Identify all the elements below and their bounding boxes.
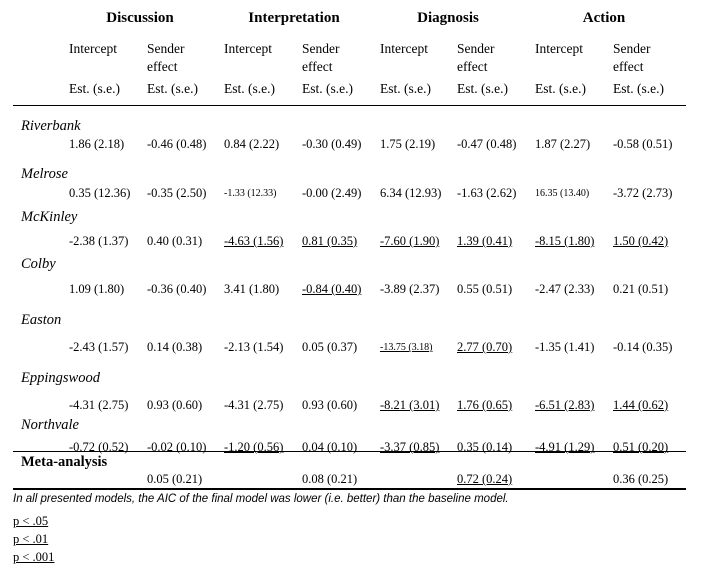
- table-cell: -6.51 (2.83): [535, 398, 595, 412]
- column-header-line: effect: [457, 59, 488, 74]
- column-header: [613, 40, 651, 76]
- table-cell: 1.44 (0.62): [613, 398, 669, 412]
- table-cell: -0.58 (0.51): [613, 137, 673, 151]
- column-header: [302, 40, 340, 76]
- column-header-line: Intercept: [535, 41, 583, 56]
- estimate-label: Est. (s.e.): [380, 81, 431, 96]
- column-header-line: Sender: [457, 41, 495, 56]
- column-header: [457, 40, 495, 76]
- column-header-line: Sender: [147, 41, 185, 56]
- column-header-line: Intercept: [380, 41, 428, 56]
- significance-legend: p < .05: [13, 514, 49, 528]
- table-cell: -7.60 (1.90): [380, 234, 440, 248]
- estimate-label: Est. (s.e.): [302, 81, 353, 96]
- table-cell: -2.47 (2.33): [535, 282, 595, 296]
- table-cell: 0.35 (12.36): [69, 186, 131, 200]
- meta-cell: 0.72 (0.24): [457, 472, 513, 486]
- table-cell: -0.35 (2.50): [147, 186, 207, 200]
- bottom-rule: [13, 488, 686, 490]
- table-cell: 0.81 (0.35): [302, 234, 358, 248]
- column-header: [224, 40, 272, 58]
- table-cell: -3.37 (0.85): [380, 440, 440, 454]
- group-header: Diagnosis: [417, 10, 479, 26]
- group-header: Interpretation: [248, 10, 340, 26]
- column-header-line: effect: [613, 59, 644, 74]
- table-cell: 0.93 (0.60): [147, 398, 203, 412]
- table-cell: 0.40 (0.31): [147, 234, 203, 248]
- table-cell: 0.51 (0.20): [613, 440, 669, 454]
- table-cell: 0.55 (0.51): [457, 282, 513, 296]
- table-cell: -8.15 (1.80): [535, 234, 595, 248]
- table-cell: 2.77 (0.70): [457, 340, 513, 354]
- school-name: Colby: [21, 256, 56, 272]
- estimate-label: Est. (s.e.): [613, 81, 664, 96]
- table-cell: 0.05 (0.37): [302, 340, 358, 354]
- school-name: Melrose: [21, 166, 68, 182]
- table-cell: -1.20 (0.56): [224, 440, 284, 454]
- table-cell: -1.35 (1.41): [535, 340, 595, 354]
- table-cell: 1.86 (2.18): [69, 137, 125, 151]
- table-cell: -4.31 (2.75): [69, 398, 129, 412]
- table-cell: -4.91 (1.29): [535, 440, 595, 454]
- table-cell: 3.41 (1.80): [224, 282, 280, 296]
- table-note: In all presented models, the AIC of the final model was lower (i.e. better) than the baseline model.: [13, 493, 509, 505]
- table-cell: 0.84 (2.22): [224, 137, 280, 151]
- table-cell: -0.14 (0.35): [613, 340, 673, 354]
- estimate-label: Est. (s.e.): [69, 81, 120, 96]
- column-header-line: effect: [147, 59, 178, 74]
- table-cell: 1.50 (0.42): [613, 234, 669, 248]
- column-header: [380, 40, 428, 58]
- table-cell: -2.38 (1.37): [69, 234, 129, 248]
- table-cell: 1.09 (1.80): [69, 282, 125, 296]
- table-cell: -2.43 (1.57): [69, 340, 129, 354]
- table-cell: -0.84 (0.40): [302, 282, 362, 296]
- table-cell: -0.47 (0.48): [457, 137, 517, 151]
- table-cell: 6.34 (12.93): [380, 186, 442, 200]
- meta-cell: 0.05 (0.21): [147, 472, 203, 486]
- meta-cell: 0.36 (0.25): [613, 472, 669, 486]
- school-name: McKinley: [21, 209, 78, 225]
- table-cell: -3.89 (2.37): [380, 282, 440, 296]
- column-header-line: Intercept: [224, 41, 272, 56]
- significance-legend: p < .01: [13, 532, 49, 546]
- column-header: [147, 40, 185, 76]
- table-cell: 0.14 (0.38): [147, 340, 203, 354]
- estimate-label: Est. (s.e.): [147, 81, 198, 96]
- school-name: Easton: [21, 312, 62, 328]
- table-cell: -8.21 (3.01): [380, 398, 440, 412]
- meta-analysis-label: Meta-analysis: [21, 454, 108, 470]
- school-name: Riverbank: [21, 118, 81, 134]
- table-cell: -0.00 (2.49): [302, 186, 362, 200]
- group-header: Discussion: [106, 10, 174, 26]
- table-cell: 1.87 (2.27): [535, 137, 591, 151]
- table-cell: -4.31 (2.75): [224, 398, 284, 412]
- estimate-label: Est. (s.e.): [224, 81, 275, 96]
- table-cell: -1.33 (12.33): [224, 188, 277, 199]
- column-header-line: Sender: [302, 41, 340, 56]
- table-cell: 1.39 (0.41): [457, 234, 513, 248]
- table-cell: -2.13 (1.54): [224, 340, 284, 354]
- column-header-line: effect: [302, 59, 333, 74]
- table-cell: 1.75 (2.19): [380, 137, 436, 151]
- table-cell: -0.02 (0.10): [147, 440, 207, 454]
- table-cell: 0.35 (0.14): [457, 440, 513, 454]
- group-header: Action: [582, 10, 626, 26]
- column-header-line: Sender: [613, 41, 651, 56]
- column-header: [535, 40, 583, 58]
- table-cell: -3.72 (2.73): [613, 186, 673, 200]
- table-cell: -4.63 (1.56): [224, 234, 284, 248]
- table-cell: -1.63 (2.62): [457, 186, 517, 200]
- column-header-line: Intercept: [69, 41, 117, 56]
- table-cell: -0.30 (0.49): [302, 137, 362, 151]
- table-cell: 16.35 (13.40): [535, 188, 590, 199]
- table-cell: -13.75 (3.18): [380, 342, 433, 353]
- school-name: Eppingswood: [21, 370, 100, 386]
- table-cell: 0.21 (0.51): [613, 282, 669, 296]
- table-cell: 0.93 (0.60): [302, 398, 358, 412]
- table-cell: -0.46 (0.48): [147, 137, 207, 151]
- header-rule: [13, 105, 686, 106]
- estimate-label: Est. (s.e.): [535, 81, 586, 96]
- column-header: [69, 40, 117, 58]
- table-cell: 1.76 (0.65): [457, 398, 513, 412]
- estimate-label: Est. (s.e.): [457, 81, 508, 96]
- table-cell: 0.04 (0.10): [302, 440, 358, 454]
- table-cell: -0.72 (0.52): [69, 440, 129, 454]
- school-name: Northvale: [21, 417, 79, 433]
- table-cell: -0.36 (0.40): [147, 282, 207, 296]
- meta-cell: 0.08 (0.21): [302, 472, 358, 486]
- significance-legend: p < .001: [13, 550, 55, 564]
